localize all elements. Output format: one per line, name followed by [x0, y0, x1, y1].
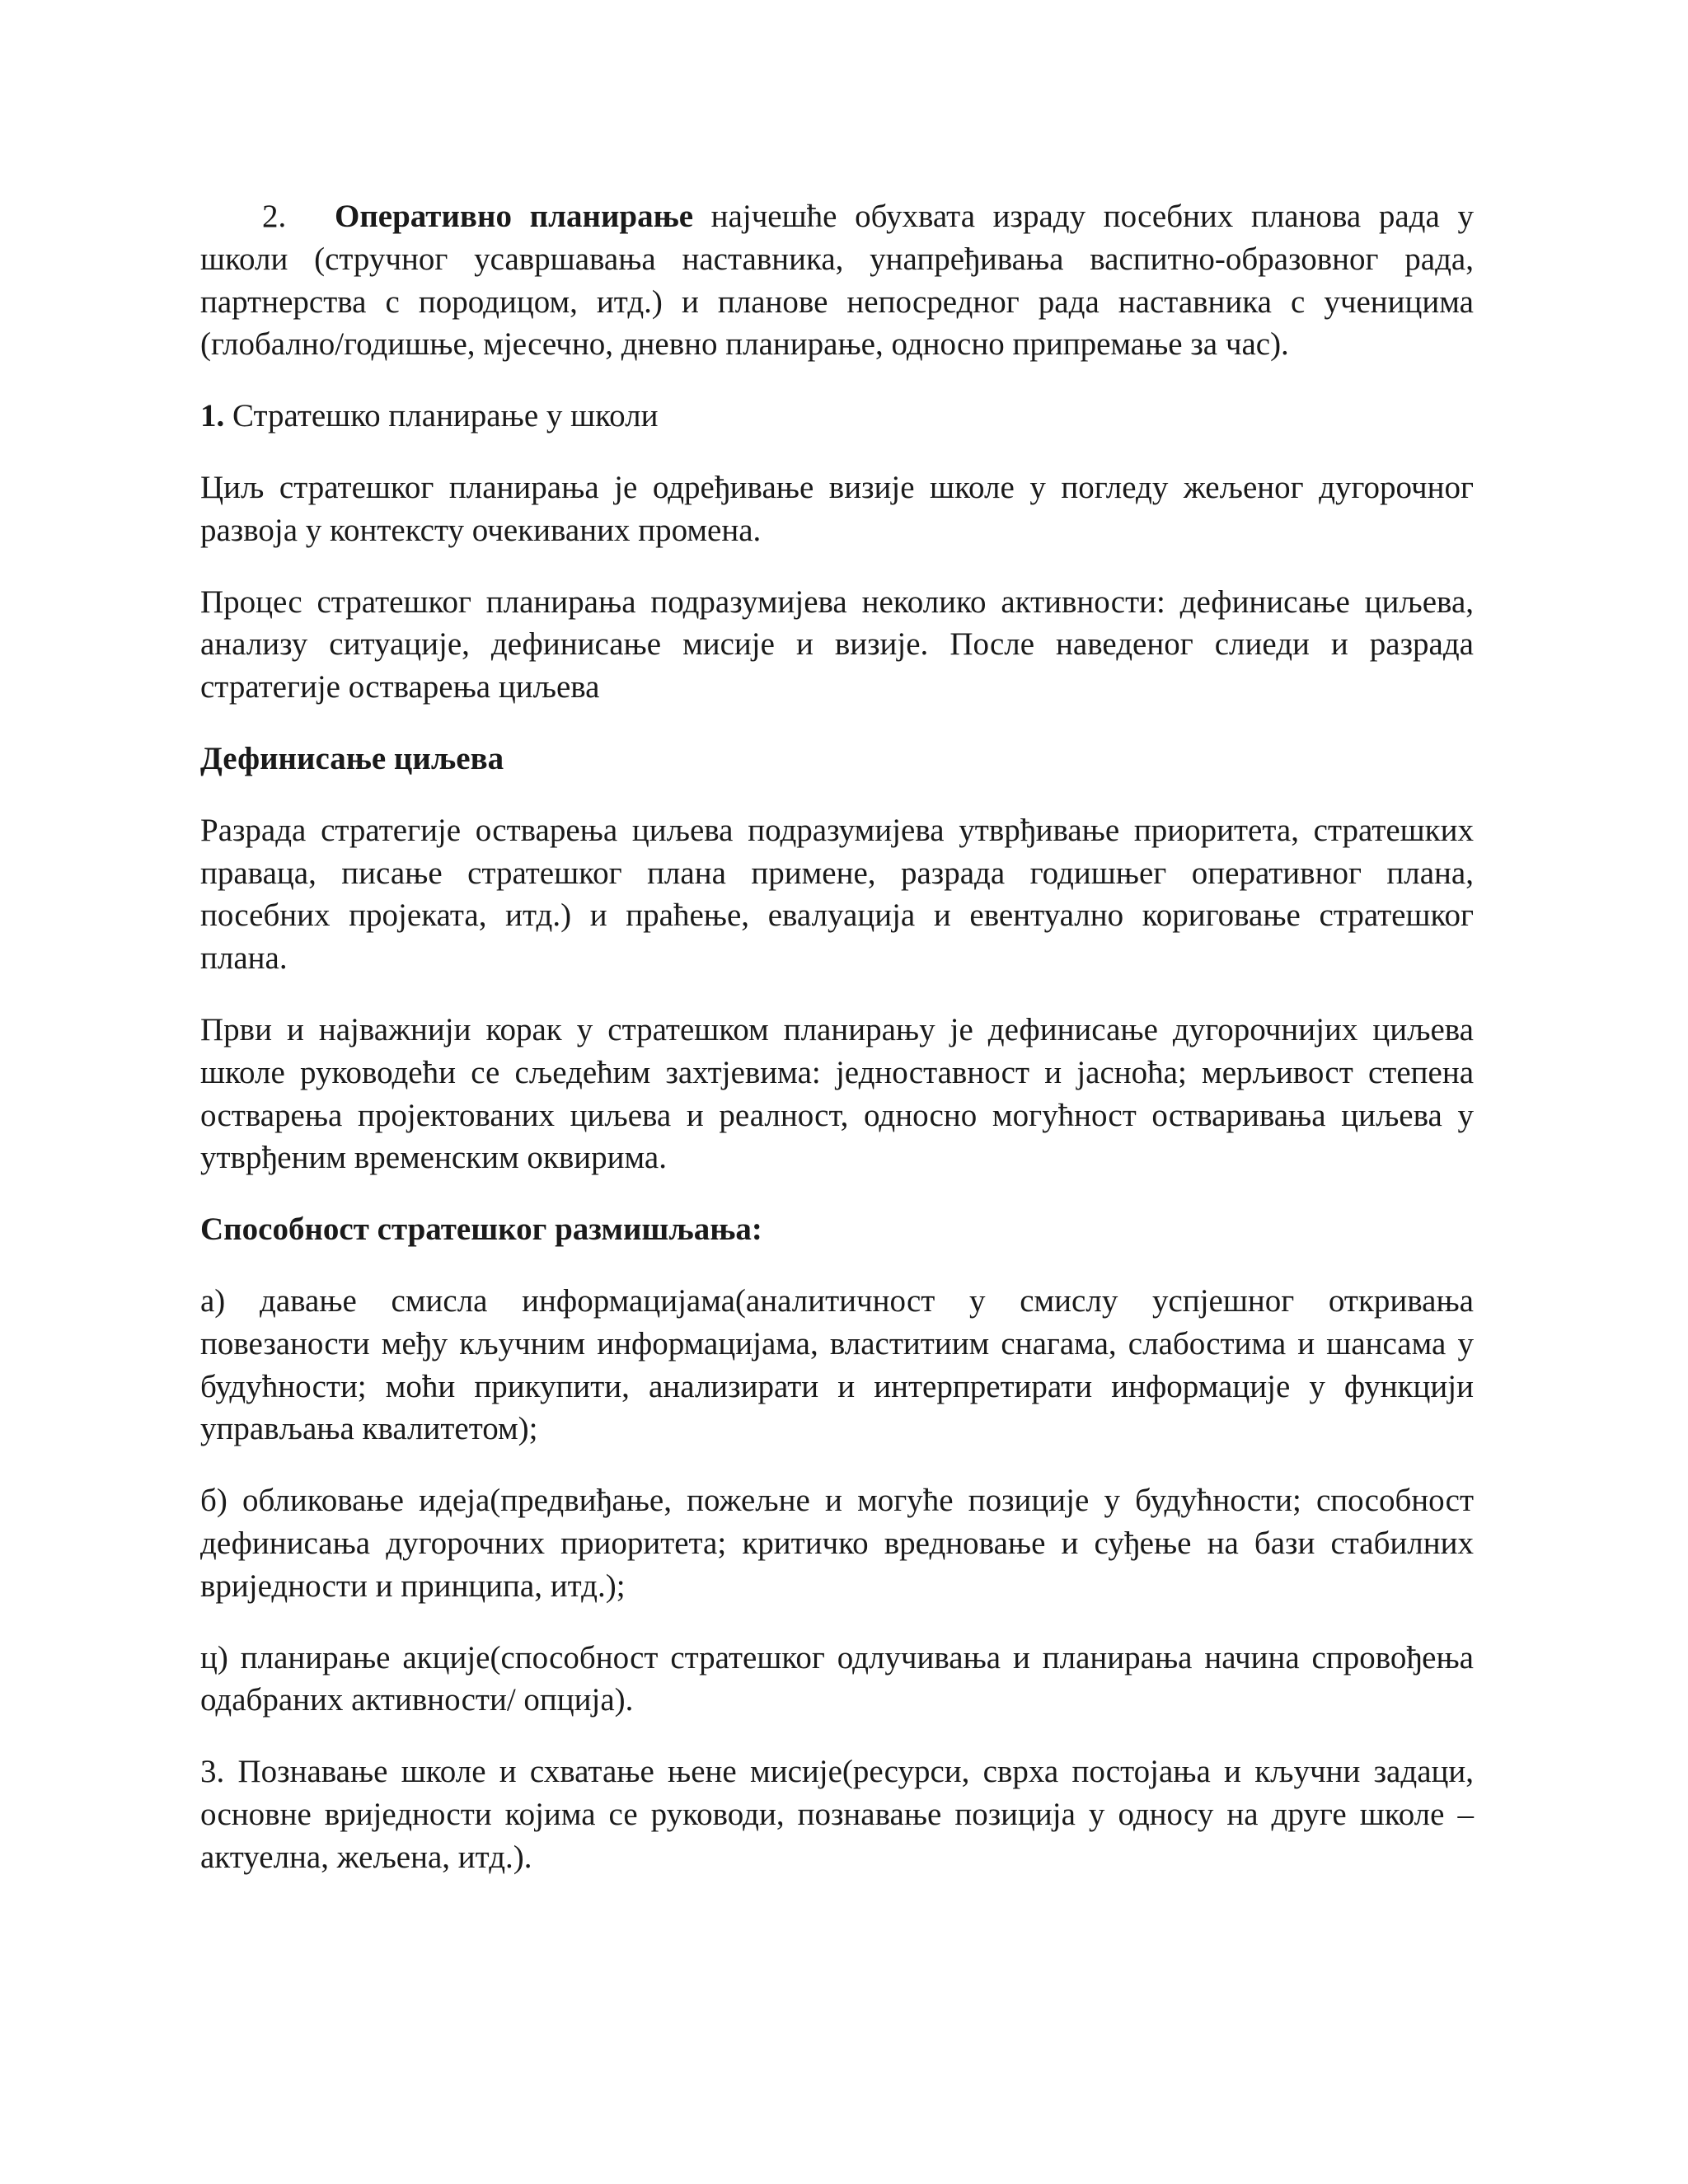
text-line: школи (стручног усавршавања наставника, унапређивања васпитно-образовног рада, [200, 241, 1474, 277]
text-line: вриједности и принципа, итд.); [200, 1568, 626, 1604]
list-item-c [200, 1637, 1474, 1722]
text-line: анализу ситуације, дефинисање мисије и визије. После наведеног слиеди и разрада [200, 626, 1474, 663]
paragraph-goal [200, 466, 1474, 552]
text-line: повезаности међу кључним информацијама, властитиим снагама, слабостима и шансама у [200, 1325, 1474, 1361]
text-line: Разрада стратегије остварења циљева подразумијева утврђивање приоритета, стратешких [200, 812, 1474, 848]
text-line: праваца, писање стратешког плана примене, разрада годишњег оперативног плана, [200, 855, 1474, 891]
document-body [200, 195, 1474, 1879]
heading-block [200, 738, 1474, 780]
paragraph-process [200, 581, 1474, 709]
text-line: актуелна, жељена, итд.). [200, 1839, 532, 1875]
text-line: школе руководећи се сљедећим захтјевима: једноставност и јасноћа; мерљивост степена [200, 1054, 1474, 1090]
text-run: најчешће обухвата израду посебних планова рада у [710, 199, 1475, 234]
text-line: одабраних активности/ опција). [200, 1682, 634, 1718]
text-line-content [335, 195, 1474, 238]
text-line: Први и најважнији корак у стратешком планирању је дефинисање дугорочнијих циљева [200, 1011, 1474, 1047]
paragraph-first-step [200, 1009, 1474, 1179]
text-line: развоја у контексту очекиваних промена. [200, 512, 762, 548]
section-heading: Способност стратешког размишљања: [200, 1212, 762, 1248]
heading-block [200, 1208, 1474, 1251]
text-line: Процес стратешког планирања подразумијева неколико активности: дефинисање циљева, [200, 583, 1474, 620]
text-line: дефинисања дугорочних приоритета; критичко вредновање и суђење на бази стабилних [200, 1525, 1474, 1561]
list-item-3 [200, 1750, 1474, 1878]
text-line: б) обликовање идеја(предвиђање, пожељне и могуће позиције у будућности; способност [200, 1483, 1474, 1519]
text-line: остварења пројектованих циљева и реалност, односно могућност остваривања циљева у [200, 1097, 1474, 1133]
text-line [200, 195, 1474, 238]
section-heading: Дефинисање циљева [200, 740, 504, 776]
text-line: 3. Познавање школе и схватање њене мисије(ресурси, сврха постојања и кључни задаци, [200, 1754, 1474, 1790]
text-line: Циљ стратешког планирања је одређивање визије школе у погледу жељеног дугорочног [200, 469, 1474, 505]
text-line: будућности; моћи прикупити, анализирати и интерпретирати информације у функцији [200, 1368, 1474, 1404]
text-line: (глобално/годишње, мјесечно, дневно планирање, односно припремање за час). [200, 326, 1289, 363]
text-line [200, 395, 1474, 438]
text-line: плана. [200, 940, 288, 977]
list-number: 2. [262, 199, 287, 234]
text-line: стратегије остварења циљева [200, 669, 600, 705]
paragraph-operational-planning [200, 195, 1474, 366]
text-line: утврђеним временским оквирима. [200, 1140, 667, 1176]
list-item-a [200, 1280, 1474, 1451]
text-line: управљања квалитетом); [200, 1411, 538, 1447]
text-line: ц) планирање акције(способност стратешког одлучивања и планирања начина спровођења [200, 1639, 1474, 1675]
section-title-line [200, 395, 1474, 438]
text-line: а) давање смисла информацијама(аналитичност у смислу успјешног откривања [200, 1282, 1474, 1319]
paragraph-strategy [200, 809, 1474, 980]
section-title: Стратешко планирање у школи [232, 398, 659, 434]
text-line: партнерства с породицом, итд.) и планове непосредног рада наставника с ученицима [200, 284, 1474, 320]
text-line: основне вриједности којима се руководи, познавање позиција у односу на друге школе – [200, 1796, 1474, 1832]
section-number: 1. [200, 398, 225, 434]
list-item-b [200, 1479, 1474, 1607]
bold-term: Оперативно планирање [335, 199, 693, 234]
text-line: посебних пројеката, итд.) и праћење, евалуација и евентуално кориговање стратешког [200, 898, 1474, 934]
